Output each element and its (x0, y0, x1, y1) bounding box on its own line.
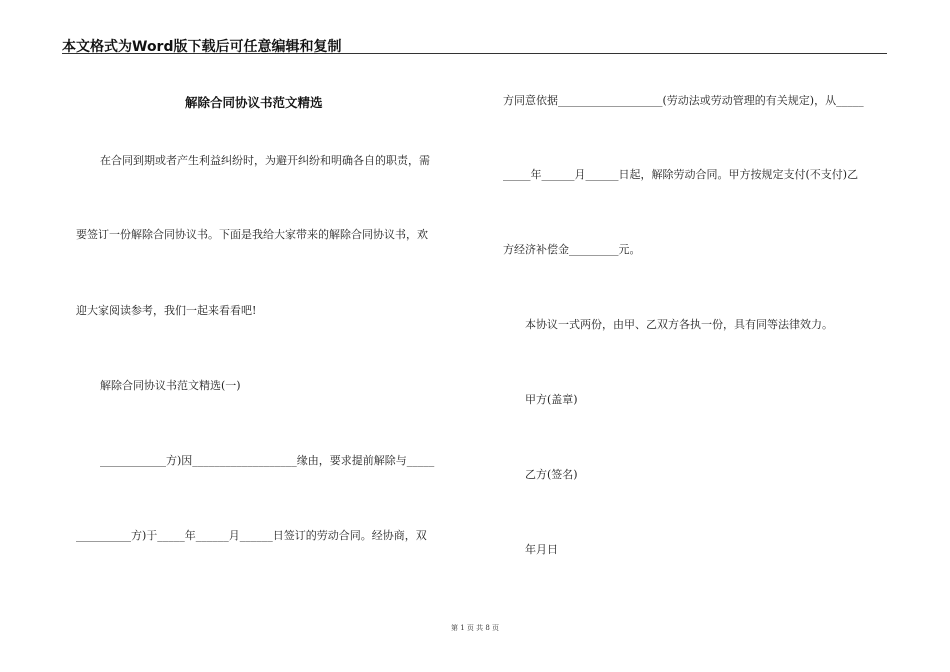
signature-date: 年月日 (525, 543, 558, 556)
page-number: 第 1 页 共 8 页 (450, 624, 500, 632)
signature-party-a: 甲方(盖章) (525, 393, 578, 406)
document-title: 解除合同协议书范文精选 (185, 95, 323, 110)
paragraph-line: 迎大家阅读参考，我们一起来看看吧! (76, 304, 257, 317)
section-heading: 解除合同协议书范文精选(一) (100, 379, 241, 392)
paragraph-line: ____________方)因___________________缘由，要求提前解除与_____ (100, 454, 435, 467)
header-divider (62, 53, 887, 54)
paragraph-line: 要签订一份解除合同协议书。下面是我给大家带来的解除合同协议书，欢 (76, 228, 428, 241)
paragraph-line: 本协议一式两份，由甲、乙双方各执一份，具有同等法律效力。 (525, 318, 833, 331)
paragraph-line: 方经济补偿金_________元。 (503, 243, 641, 256)
paragraph-line: 在合同到期或者产生利益纠纷时，为避开纠纷和明确各自的职责，需 (100, 154, 430, 167)
paragraph-line: _____年______月______日起，解除劳动合同。甲方按规定支付(不支付)乙 (503, 168, 859, 181)
header-banner: 本文格式为Word版下载后可任意编辑和复制 (62, 39, 342, 55)
paragraph-line: 方同意依据___________________(劳动法或劳动管理的有关规定)，从_____ (503, 94, 864, 107)
signature-party-b: 乙方(签名) (525, 468, 578, 481)
paragraph-line: __________方)于_____年______月______日签订的劳动合同。经协商，双 (76, 529, 427, 542)
